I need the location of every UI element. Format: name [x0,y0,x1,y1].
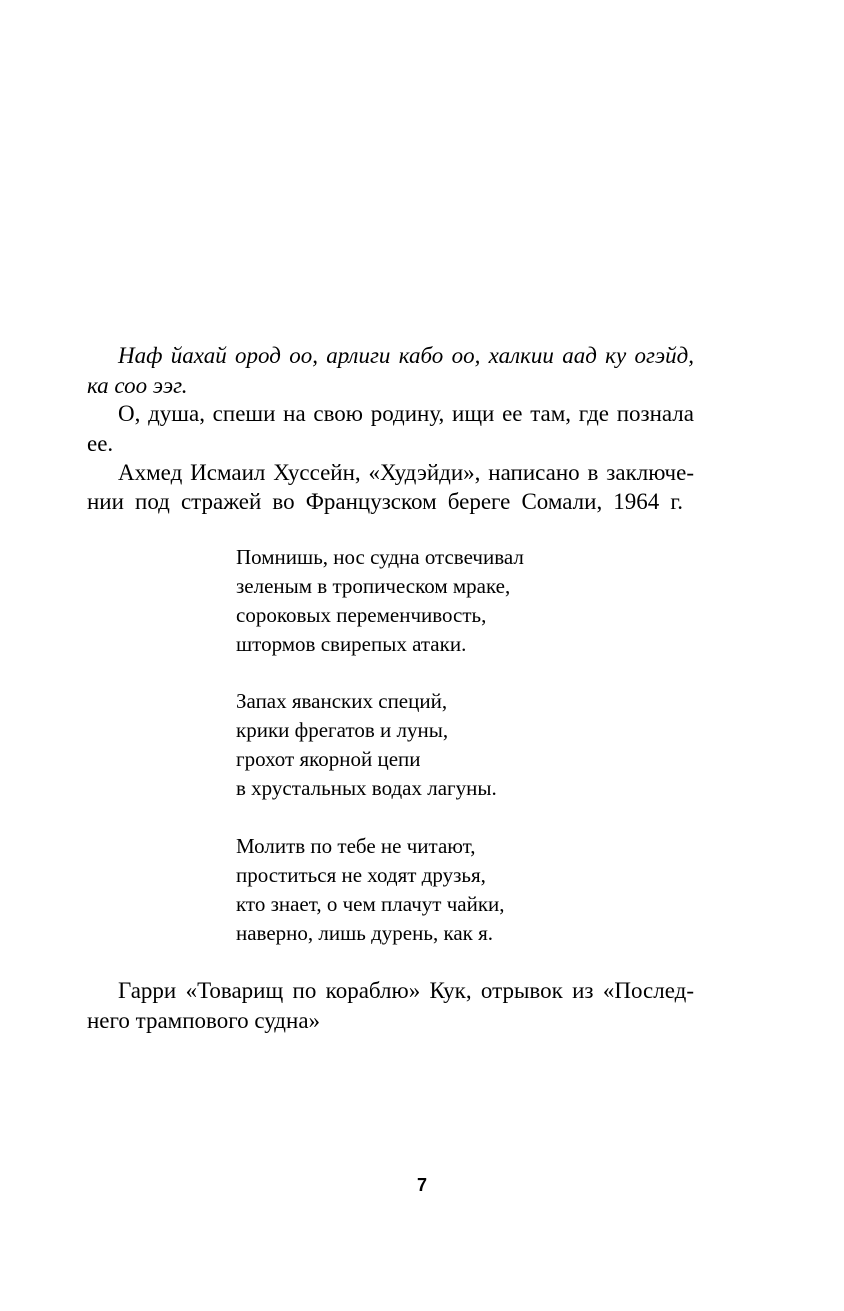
epigraph-translation-line: ее. [87,431,114,456]
poem-line: грохот якорной цепи [236,747,421,771]
poem-line: сороковых переменчивость, [236,603,487,627]
poem-line: наверно, лишь дурень, как я. [236,921,494,945]
poem-line: крики фрегатов и луны, [236,718,449,742]
poem-attribution-line: Гарри «Товарищ по кораблю» Кук, отрывок из «Послед- [118,978,694,1003]
epigraph-somali-line: Наф йахай ород оо, арлиги кабо оо, халкии аад ку огэйд, [118,343,694,368]
epigraph-translation-line: О, душа, спеши на свою родину, ищи ее там, где познала [118,401,694,426]
page-number: 7 [416,1175,427,1195]
poem-line: зеленым в тропическом мраке, [236,574,511,598]
poem-line: в хрустальных водах лагуны. [236,776,497,800]
epigraph-somali-line: ка соо ээг. [87,373,188,398]
poem-line: кто знает, о чем плачут чайки, [236,892,505,916]
epigraph-attribution-line: нии под стражей во Французском береге Сомали, 1964 г. [87,489,683,514]
poem-attribution-line: него трампового судна» [87,1008,321,1033]
poem-line: проститься не ходят друзья, [236,863,486,887]
poem-line: Запах яванских специй, [236,689,448,713]
poem-line: Молитв по тебе не читают, [236,834,476,858]
epigraph-attribution-line: Ахмед Исмаил Хуссейн, «Худэйди», написано в заключе- [118,460,694,485]
poem-line: Помнишь, нос судна отсвечивал [236,545,524,569]
poem-line: штормов свирепых атаки. [236,632,467,656]
